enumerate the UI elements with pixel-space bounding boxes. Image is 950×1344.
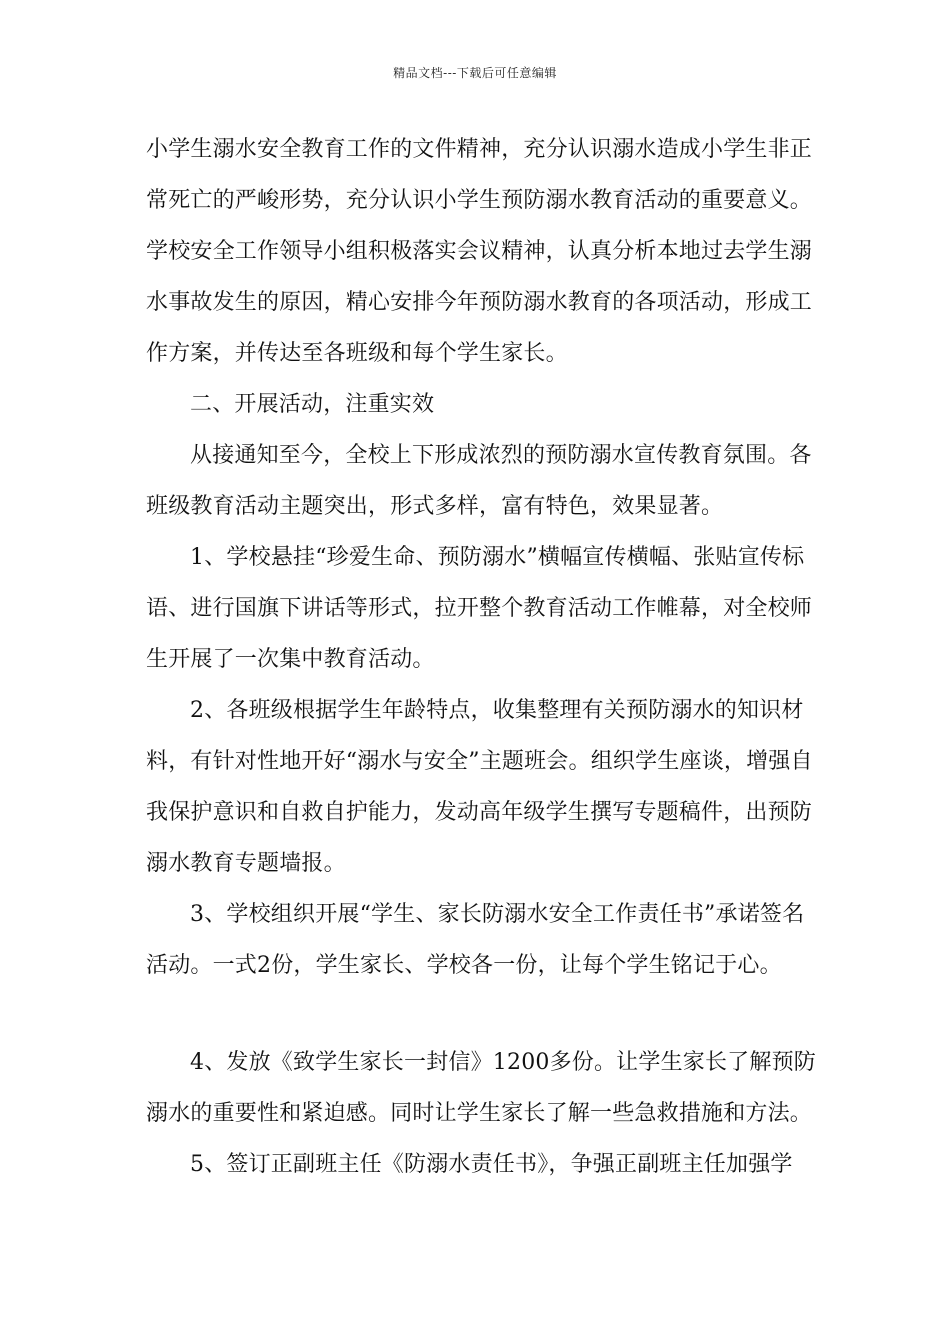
list-item-1: 1、学校悬挂“珍爱生命、预防溺水”横幅宣传横幅、张贴宣传标语、进行国旗下讲话等形式，拉开整个教育活动工作帷幕，对全校师生开展了一次集中教育活动。 <box>146 545 813 672</box>
list-item-3: 3、学校组织开展“学生、家长防溺水安全工作责任书”承诺签名活动。一式2份，学生家长、学校各一份，让每个学生铭记于心。 <box>146 902 805 978</box>
list-item-4: 4、发放《致学生家长一封信》1200多份。让学生家长了解预防溺水的重要性和紧迫感。同时让学生家长了解一些急救措施和方法。 <box>146 1050 816 1126</box>
paragraph-intro-continued: 小学生溺水安全教育工作的文件精神，充分认识溺水造成小学生非正常死亡的严峻形势，充分认识小学生预防溺水教育活动的重要意义。学校安全工作领导小组积极落实会议精神，认真分析本地过去学生溺水事故发生的原因，精心安排今年预防溺水教育的各项活动，形成工作方案，并传达至各班级和每个学生家长。 <box>146 137 813 366</box>
section-heading-2: 二、开展活动，注重实效 <box>190 392 435 417</box>
document-body <box>146 124 826 1190</box>
list-item-5: 5、签订正副班主任《防溺水责任书》，争强正副班主任加强学 <box>190 1152 793 1177</box>
list-item-2: 2、各班级根据学生年龄特点，收集整理有关预防溺水的知识材料，有针对性地开好“溺水与安全”主题班会。组织学生座谈，增强自我保护意识和自救自护能力，发动高年级学生撰写专题稿件，出预防溺水教育专题墙报。 <box>146 698 813 876</box>
page-header: 精品文档---下载后可任意编辑 <box>393 66 557 80</box>
paragraph-overview: 从接通知至今，全校上下形成浓烈的预防溺水宣传教育氛围。各班级教育活动主题突出，形式多样，富有特色，效果显著。 <box>146 443 812 519</box>
